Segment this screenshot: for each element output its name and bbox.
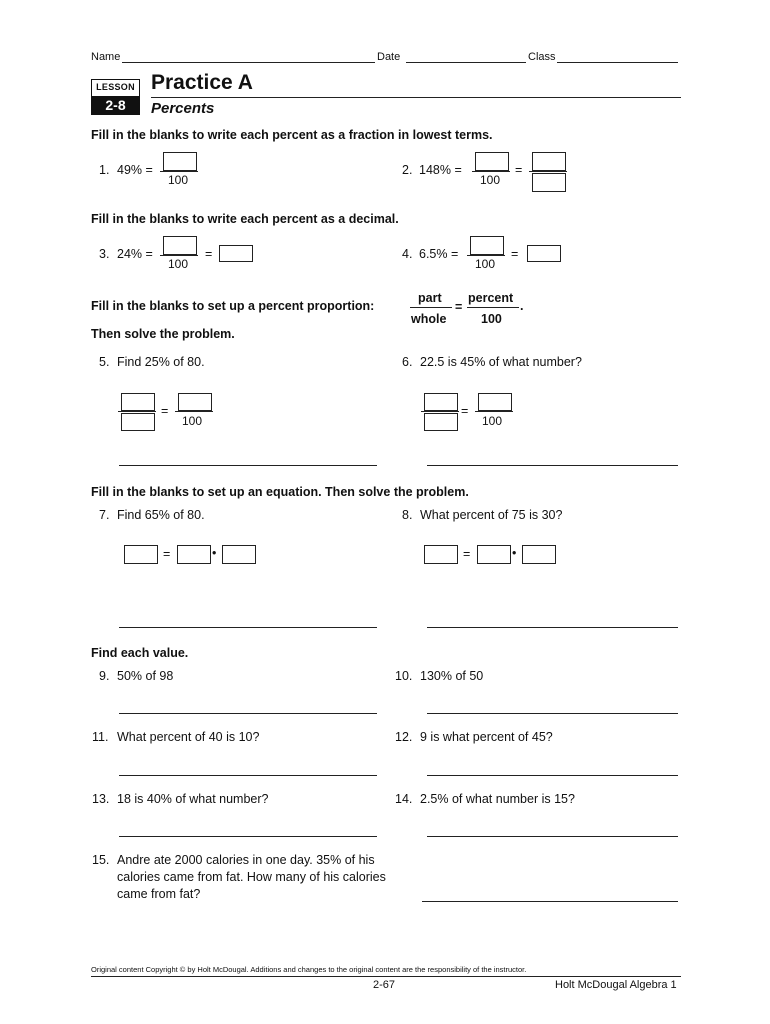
q3-equals: = — [205, 247, 213, 261]
q4-fraction-bar — [467, 255, 505, 256]
q8-number: 8. — [402, 508, 413, 522]
q8-text: What percent of 75 is 30? — [420, 508, 563, 522]
q4-denominator: 100 — [475, 257, 496, 271]
q6-equals: = — [461, 404, 469, 418]
q8-dot: • — [512, 546, 517, 560]
q5-denominator: 100 — [182, 414, 203, 428]
q9-answer-line[interactable] — [119, 713, 377, 714]
q6-answer-line[interactable] — [427, 465, 678, 466]
q4-number: 4. — [402, 247, 413, 261]
q1-text: 49% = — [117, 163, 153, 177]
q2-equals: = — [515, 163, 523, 177]
q15-line2: calories came from fat. How many of his calories — [117, 870, 386, 884]
q8-answer-line[interactable] — [427, 627, 678, 628]
q8-result-box[interactable] — [424, 545, 458, 564]
proportion-percent: percent — [468, 291, 514, 305]
proportion-left-bar — [410, 307, 452, 308]
q14-number: 14. — [395, 792, 413, 806]
q5-left-bar — [118, 411, 156, 412]
q6-left-denominator-box[interactable] — [424, 413, 458, 431]
q4-decimal-box[interactable] — [527, 245, 561, 262]
lesson-number: 2-8 — [92, 96, 139, 114]
q12-text: 9 is what percent of 45? — [420, 730, 553, 744]
footer-rule — [91, 976, 681, 977]
q7-dot: • — [212, 546, 217, 560]
q15-line3: came from fat? — [117, 887, 201, 901]
q1-fraction-bar — [160, 171, 198, 172]
q1-number: 1. — [99, 163, 110, 177]
q10-number: 10. — [395, 669, 413, 683]
q5-right-bar — [175, 411, 213, 412]
section3-instruction2: Then solve the problem. — [91, 327, 235, 341]
q6-right-bar — [475, 411, 513, 412]
copyright-text: Original content Copyright © by Holt McDougal. Additions and changes to the original content are the responsibility of the instructor. — [91, 965, 527, 974]
q5-answer-line[interactable] — [119, 465, 377, 466]
q6-right-numerator-box[interactable] — [478, 393, 512, 411]
q7-number: 7. — [99, 508, 110, 522]
q10-text: 130% of 50 — [420, 669, 484, 683]
date-label: Date — [377, 51, 401, 63]
q8-equals: = — [463, 547, 471, 561]
q6-text: 22.5 is 45% of what number? — [420, 355, 582, 369]
q6-denominator: 100 — [482, 414, 503, 428]
q2-text: 148% = — [419, 163, 462, 177]
section5-instruction: Find each value. — [91, 646, 189, 660]
q13-text: 18 is 40% of what number? — [117, 792, 269, 806]
q2-answer-numerator-box[interactable] — [532, 152, 566, 171]
q7-answer-line[interactable] — [119, 627, 377, 628]
q4-equals: = — [511, 247, 519, 261]
q2-answer-bar — [529, 171, 567, 172]
q10-answer-line[interactable] — [427, 713, 678, 714]
q1-numerator-box[interactable] — [163, 152, 197, 171]
q1-denominator: 100 — [168, 173, 189, 187]
class-label: Class — [528, 51, 556, 63]
proportion-part: part — [418, 291, 442, 305]
q5-left-numerator-box[interactable] — [121, 393, 155, 411]
name-field[interactable] — [122, 62, 375, 63]
q15-answer-line[interactable] — [422, 901, 678, 902]
q2-number: 2. — [402, 163, 413, 177]
date-field[interactable] — [406, 62, 526, 63]
q6-number: 6. — [402, 355, 413, 369]
q12-number: 12. — [395, 730, 413, 744]
q6-left-bar — [421, 411, 459, 412]
class-field[interactable] — [557, 62, 678, 63]
q2-denominator: 100 — [480, 173, 501, 187]
q14-answer-line[interactable] — [427, 836, 678, 837]
q9-number: 9. — [99, 669, 110, 683]
q3-denominator: 100 — [168, 257, 189, 271]
section4-instruction: Fill in the blanks to set up an equation. Then solve the problem. — [91, 485, 469, 499]
q7-text: Find 65% of 80. — [117, 508, 205, 522]
q15-number: 15. — [92, 853, 110, 867]
lesson-label: LESSON — [96, 82, 135, 92]
q5-equals: = — [161, 404, 169, 418]
q12-answer-line[interactable] — [427, 775, 678, 776]
q14-text: 2.5% of what number is 15? — [420, 792, 575, 806]
q9-text: 50% of 98 — [117, 669, 174, 683]
q8-factor1-box[interactable] — [477, 545, 511, 564]
q3-fraction-bar — [160, 255, 198, 256]
q2-answer-denominator-box[interactable] — [532, 173, 566, 192]
q3-text: 24% = — [117, 247, 153, 261]
q3-decimal-box[interactable] — [219, 245, 253, 262]
q3-numerator-box[interactable] — [163, 236, 197, 255]
book-title: Holt McDougal Algebra 1 — [555, 979, 677, 991]
q2-numerator-box[interactable] — [475, 152, 509, 171]
q5-number: 5. — [99, 355, 110, 369]
q7-factor2-box[interactable] — [222, 545, 256, 564]
q6-left-numerator-box[interactable] — [424, 393, 458, 411]
q13-number: 13. — [92, 792, 110, 806]
lesson-badge — [91, 79, 140, 115]
section2-instruction: Fill in the blanks to write each percent as a decimal. — [91, 212, 399, 226]
q11-text: What percent of 40 is 10? — [117, 730, 260, 744]
q5-right-numerator-box[interactable] — [178, 393, 212, 411]
page-number: 2-67 — [373, 979, 396, 991]
name-label: Name — [91, 51, 121, 63]
proportion-hundred: 100 — [481, 312, 502, 326]
q5-text: Find 25% of 80. — [117, 355, 205, 369]
title-rule — [151, 97, 681, 98]
q7-equals: = — [163, 547, 171, 561]
proportion-whole: whole — [411, 312, 447, 326]
page-title: Practice A — [151, 71, 253, 94]
proportion-right-bar — [467, 307, 519, 308]
page-subtitle: Percents — [151, 100, 215, 117]
q15-line1: Andre ate 2000 calories in one day. 35% of his — [117, 853, 375, 867]
q7-result-box[interactable] — [124, 545, 158, 564]
q7-factor1-box[interactable] — [177, 545, 211, 564]
q8-factor2-box[interactable] — [522, 545, 556, 564]
q11-answer-line[interactable] — [119, 775, 377, 776]
section1-instruction: Fill in the blanks to write each percent as a fraction in lowest terms. — [91, 128, 493, 142]
q13-answer-line[interactable] — [119, 836, 377, 837]
q5-left-denominator-box[interactable] — [121, 413, 155, 431]
q3-number: 3. — [99, 247, 110, 261]
q4-text: 6.5% = — [419, 247, 459, 261]
section3-instruction: Fill in the blanks to set up a percent proportion: — [91, 299, 375, 313]
q4-numerator-box[interactable] — [470, 236, 504, 255]
q2-fraction-bar — [472, 171, 510, 172]
proportion-equals: = — [455, 300, 463, 314]
proportion-period: . — [520, 299, 524, 313]
q11-number: 11. — [92, 730, 109, 744]
